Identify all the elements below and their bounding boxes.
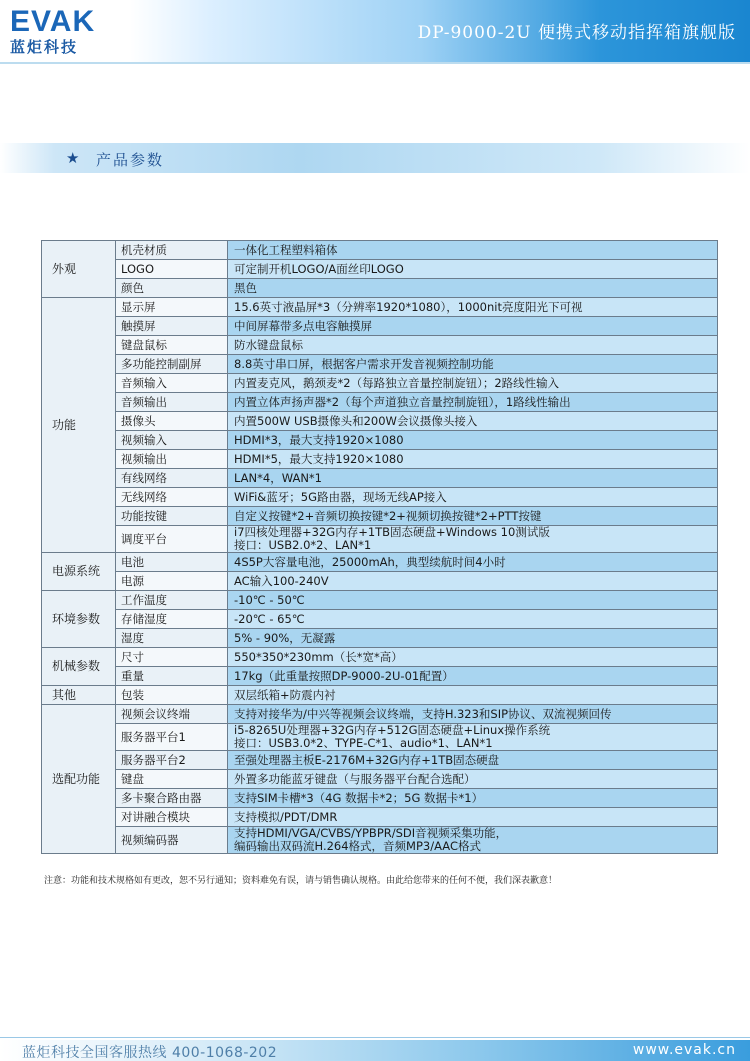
spec-item-value	[228, 686, 718, 705]
spec-item-value	[228, 431, 718, 450]
spec-row	[42, 336, 718, 355]
spec-value-line: 内置500W USB摄像头和200W会议摄像头接入	[234, 413, 478, 428]
spec-item-name: 视频会议终端	[116, 705, 228, 724]
spec-item-value	[228, 751, 718, 770]
spec-row	[42, 705, 718, 724]
spec-item-value	[228, 724, 718, 751]
star-icon: ★	[66, 149, 80, 167]
spec-row	[42, 667, 718, 686]
spec-category: 其他	[42, 686, 116, 705]
spec-row	[42, 488, 718, 507]
page-footer	[0, 1040, 750, 1061]
spec-item-value	[228, 241, 718, 260]
page-header	[0, 0, 750, 62]
spec-value-line: HDMI*3，最大支持1920×1080	[234, 432, 404, 447]
spec-item-name: 有线网络	[116, 469, 228, 488]
spec-value-line: 接口：USB3.0*2、TYPE-C*1、audio*1、LAN*1	[234, 736, 493, 750]
spec-value-line: 防水键盘鼠标	[234, 337, 303, 352]
spec-value-line: 17kg（此重量按照DP-9000-2U-01配置）	[234, 668, 454, 683]
spec-value-line: 内置立体声扬声器*2（每个声道独立音量控制旋钮），1路线性输出	[234, 394, 571, 409]
spec-value-line: 自定义按键*2+音频切换按键*2+视频切换按键*2+PTT按键	[234, 508, 542, 523]
spec-item-value	[228, 770, 718, 789]
footer-website: www.evak.cn	[632, 1042, 736, 1058]
spec-value-line: 支持SIM卡槽*3（4G 数据卡*2；5G 数据卡*1）	[234, 790, 484, 805]
spec-item-value	[228, 412, 718, 431]
spec-value-line: 双层纸箱+防震内衬	[234, 687, 336, 702]
spec-row	[42, 553, 718, 572]
spec-item-value	[228, 260, 718, 279]
spec-row	[42, 827, 718, 854]
spec-item-value	[228, 827, 718, 854]
spec-category: 选配功能	[42, 705, 116, 854]
spec-item-value	[228, 526, 718, 553]
spec-item-value	[228, 648, 718, 667]
spec-item-value	[228, 469, 718, 488]
spec-item-value	[228, 450, 718, 469]
spec-value-line: 8.8英寸串口屏，根据客户需求开发音视频控制功能	[234, 356, 494, 371]
spec-row	[42, 610, 718, 629]
spec-item-name: 尺寸	[116, 648, 228, 667]
spec-row	[42, 789, 718, 808]
spec-item-name: 调度平台	[116, 526, 228, 553]
spec-row	[42, 507, 718, 526]
spec-value-line: 黑色	[234, 280, 257, 295]
spec-item-value	[228, 808, 718, 827]
spec-table-body	[42, 241, 718, 854]
spec-item-name: 服务器平台2	[116, 751, 228, 770]
spec-item-value	[228, 355, 718, 374]
spec-value-line: 5% - 90%，无凝露	[234, 630, 336, 645]
spec-value-line: 接口：USB2.0*2、LAN*1	[234, 538, 372, 552]
spec-item-value	[228, 279, 718, 298]
spec-row	[42, 648, 718, 667]
spec-value-line: 15.6英寸液晶屏*3（分辨率1920*1080），1000nit亮度阳光下可视	[234, 299, 583, 314]
spec-item-value	[228, 317, 718, 336]
spec-item-name: 音频输入	[116, 374, 228, 393]
spec-item-name: 摄像头	[116, 412, 228, 431]
spec-value-line: 支持对接华为/中兴等视频会议终端，支持H.323和SIP协议、双流视频回传	[234, 706, 612, 721]
logo-wordmark: EVAK	[10, 5, 96, 38]
spec-value-line: 一体化工程塑料箱体	[234, 242, 338, 257]
spec-row	[42, 450, 718, 469]
spec-value-line: 可定制开机LOGO/A面丝印LOGO	[234, 261, 404, 276]
footer-divider	[0, 1037, 750, 1038]
spec-item-name: 对讲融合模块	[116, 808, 228, 827]
spec-row	[42, 298, 718, 317]
spec-value-line: 4S5P大容量电池，25000mAh，典型续航时间4小时	[234, 554, 506, 569]
spec-item-value	[228, 488, 718, 507]
spec-item-value	[228, 298, 718, 317]
section-title: 产品参数	[96, 151, 165, 169]
spec-item-value	[228, 667, 718, 686]
spec-category: 机械参数	[42, 648, 116, 686]
spec-item-value	[228, 705, 718, 724]
spec-row	[42, 629, 718, 648]
spec-item-name: 湿度	[116, 629, 228, 648]
spec-category: 功能	[42, 298, 116, 553]
header-divider	[0, 62, 750, 64]
spec-item-name: 多功能控制副屏	[116, 355, 228, 374]
spec-row	[42, 412, 718, 431]
spec-item-name: 无线网络	[116, 488, 228, 507]
spec-value-line: 550*350*230mm（长*宽*高）	[234, 649, 403, 664]
spec-row	[42, 526, 718, 553]
spec-item-value	[228, 336, 718, 355]
spec-row	[42, 591, 718, 610]
spec-value-line: i7四核处理器+32G内存+1TB固态硬盘+Windows 10测试版	[234, 525, 550, 539]
spec-item-name: 电池	[116, 553, 228, 572]
spec-item-value	[228, 553, 718, 572]
spec-value-line: 支持HDMI/VGA/CVBS/YPBPR/SDI音视频采集功能，	[234, 826, 508, 840]
spec-row	[42, 260, 718, 279]
spec-item-name: 包装	[116, 686, 228, 705]
spec-value-line: i5-8265U处理器+32G内存+512G固态硬盘+Linux操作系统	[234, 723, 551, 737]
spec-item-name: 触摸屏	[116, 317, 228, 336]
spec-item-name: 视频编码器	[116, 827, 228, 854]
spec-row	[42, 374, 718, 393]
spec-value-line: 至强处理器主板E-2176M+32G内存+1TB固态硬盘	[234, 752, 500, 767]
spec-item-value	[228, 591, 718, 610]
spec-item-value	[228, 572, 718, 591]
spec-category: 外观	[42, 241, 116, 298]
spec-item-name: 功能按键	[116, 507, 228, 526]
spec-item-value	[228, 374, 718, 393]
spec-row	[42, 686, 718, 705]
disclaimer-note: 注意：功能和技术规格如有更改，恕不另行通知；资料难免有误，请与销售确认规格。由此给您带来的任何不便，我们深表歉意！	[44, 876, 558, 886]
spec-value-line: HDMI*5，最大支持1920×1080	[234, 451, 404, 466]
spec-item-name: 视频输出	[116, 450, 228, 469]
spec-item-name: 视频输入	[116, 431, 228, 450]
spec-item-name: LOGO	[116, 260, 228, 279]
spec-item-value	[228, 507, 718, 526]
spec-row	[42, 770, 718, 789]
spec-value-line: LAN*4，WAN*1	[234, 470, 322, 485]
spec-row	[42, 431, 718, 450]
spec-item-name: 颜色	[116, 279, 228, 298]
spec-item-name: 重量	[116, 667, 228, 686]
spec-row	[42, 393, 718, 412]
spec-category: 环境参数	[42, 591, 116, 648]
spec-item-value	[228, 629, 718, 648]
spec-row	[42, 724, 718, 751]
spec-item-name: 多卡聚合路由器	[116, 789, 228, 808]
spec-row	[42, 469, 718, 488]
spec-row	[42, 317, 718, 336]
spec-item-name: 显示屏	[116, 298, 228, 317]
spec-item-name: 键盘	[116, 770, 228, 789]
spec-row	[42, 808, 718, 827]
spec-category: 电源系统	[42, 553, 116, 591]
spec-row	[42, 572, 718, 591]
spec-item-name: 电源	[116, 572, 228, 591]
spec-value-line: AC输入100-240V	[234, 573, 329, 588]
spec-item-value	[228, 610, 718, 629]
spec-row	[42, 355, 718, 374]
spec-row	[42, 241, 718, 260]
spec-table	[41, 240, 718, 854]
spec-value-line: 支持模拟/PDT/DMR	[234, 809, 338, 824]
spec-value-line: 中间屏幕带多点电容触摸屏	[234, 318, 372, 333]
product-title: DP-9000-2U 便携式移动指挥箱旗舰版	[417, 23, 736, 43]
spec-value-line: 外置多功能蓝牙键盘（与服务器平台配合选配）	[234, 771, 476, 786]
spec-item-name: 键盘鼠标	[116, 336, 228, 355]
spec-row	[42, 279, 718, 298]
footer-hotline: 蓝炬科技全国客服热线 400-1068-202	[22, 1045, 278, 1061]
spec-item-name: 机壳材质	[116, 241, 228, 260]
company-logo	[8, 5, 96, 58]
logo-company-name: 蓝炬科技	[10, 38, 79, 56]
spec-item-name: 存储湿度	[116, 610, 228, 629]
spec-item-value	[228, 789, 718, 808]
spec-item-name: 服务器平台1	[116, 724, 228, 751]
spec-value-line: 编码输出双码流H.264格式，音频MP3/AAC格式	[234, 839, 481, 853]
spec-row	[42, 751, 718, 770]
spec-item-value	[228, 393, 718, 412]
spec-value-line: 内置麦克风，鹅颈麦*2（每路独立音量控制旋钮）；2路线性输入	[234, 375, 560, 390]
spec-value-line: -10℃ - 50℃	[234, 592, 305, 607]
spec-value-line: WiFi&蓝牙；5G路由器，现场无线AP接入	[234, 489, 447, 504]
spec-value-line: -20℃ - 65℃	[234, 611, 305, 626]
section-header	[0, 143, 750, 173]
spec-item-name: 工作温度	[116, 591, 228, 610]
spec-item-name: 音频输出	[116, 393, 228, 412]
